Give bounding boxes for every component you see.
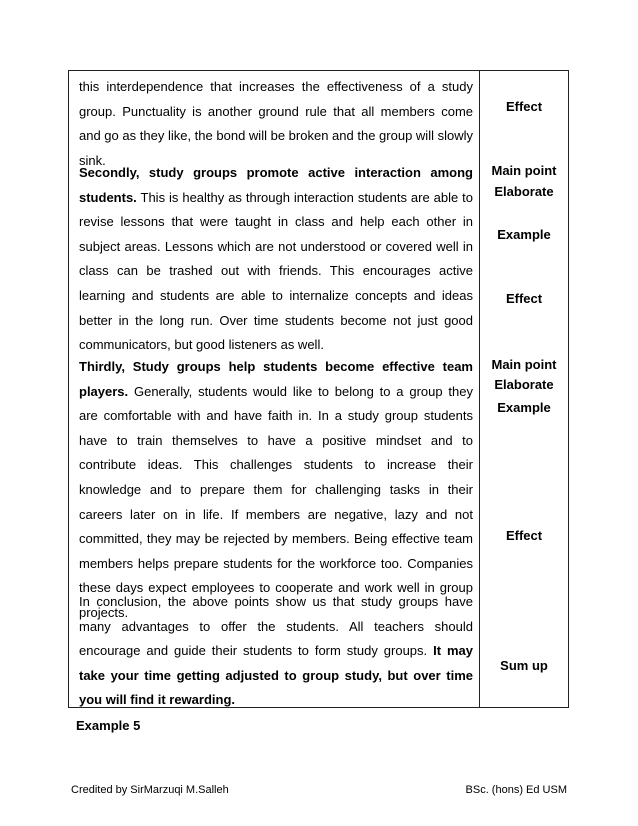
paragraph-ground-rules [79,75,473,173]
main-point-text: Secondly, study groups promote active interaction among students. [79,165,473,205]
paragraph-team-players [79,355,473,626]
structure-label-column [480,71,568,707]
paragraph-conclusion [79,590,473,713]
footer-degree: BSc. (hons) Ed USM [465,784,567,796]
sum-up-text: It may take your time getting adjusted to group study, but over time you will find it rewarding. [79,643,473,708]
label-example: Example [497,227,551,242]
label-sum-up: Sum up [500,658,548,673]
main-point-text: Thirdly, Study groups help students become effective team players. [79,359,473,399]
paragraph-text: In conclusion, the above points show us that study groups have many advantages to offer the students. All teachers should encourage and guide their students to form study groups. [79,594,473,659]
footer-credit: Credited by SirMarzuqi M.Salleh [71,784,229,796]
label-effect: Effect [505,99,543,114]
essay-table [68,70,569,708]
label-main-point: Main point [491,357,557,372]
label-example: Example [497,400,551,415]
label-main-point: Main point [491,163,557,178]
example-heading: Example 5 [76,718,141,733]
paragraph-text: Generally, students would like to belong to a group they are comfortable with and have faith in. In a study group students have to train themselves to have a positive mindset and to contribute ideas. This challenges students to increase their knowledge and to prepare them for challenging tasks in their careers later on in life. If members are negative, lazy and not committed, they may be rejected by members. Being effective team members helps prepare students for the workforce too. Companies these days expect employees to cooperate and work well in group projects. [79,383,473,620]
paragraph-active-interaction [79,161,473,358]
label-elaborate: Elaborate [494,377,554,392]
label-elaborate: Elaborate [494,184,554,199]
paragraph-text: this interdependence that increases the effectiveness of a study group. Punctuality is another ground rule that all members come and go as they like, the bond will be broken and the group will slowly sink. [79,79,473,168]
label-effect: Effect [505,291,543,306]
paragraph-text: This is healthy as through interaction students are able to revise lessons that were taught in class and help each other in subject areas. Lessons which are not understood or covered well in class can be trashed out with friends. This encourages active learning and students are able to internalize concepts and ideas better in the long run. Over time students become not just good communicators, but good listeners as well. [79,189,473,353]
essay-text-column [69,71,480,707]
label-effect: Effect [505,528,543,543]
